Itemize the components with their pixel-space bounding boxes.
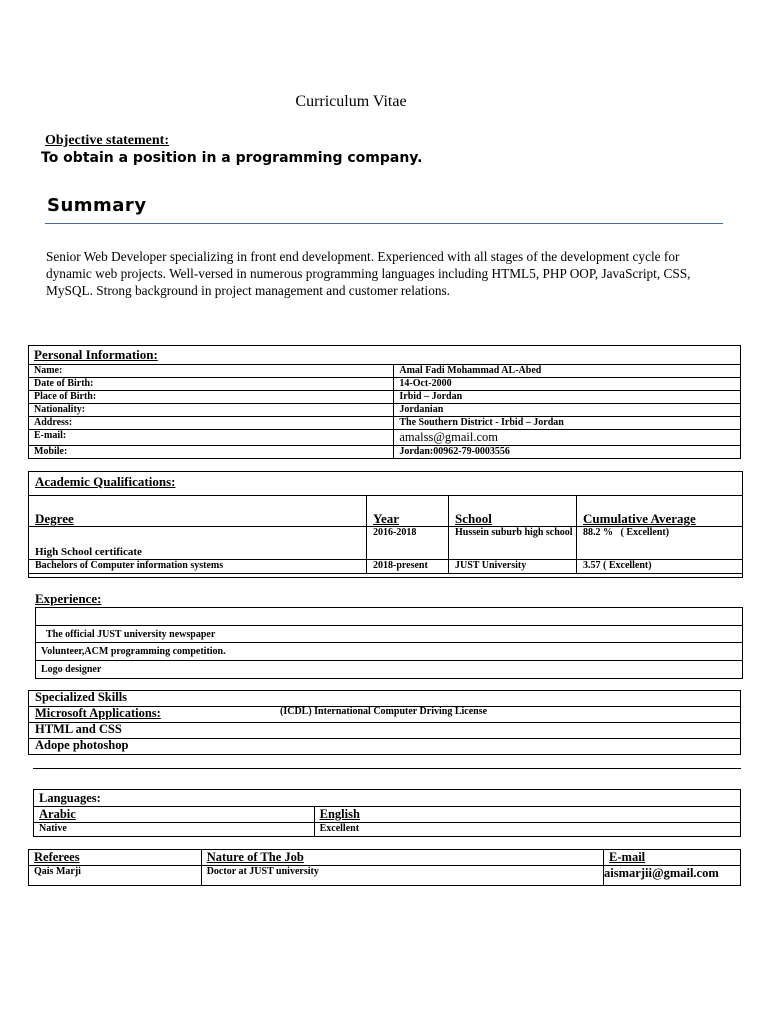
academic-bottom-rule <box>28 573 743 574</box>
referee-job: Doctor at JUST university <box>201 866 603 886</box>
label-nationality: Nationality: <box>29 404 394 417</box>
experience-item: The official JUST university newspaper <box>36 626 743 643</box>
experience-table <box>35 607 743 679</box>
skills-rule-3 <box>28 738 741 739</box>
personal-info-heading: Personal Information: <box>34 347 158 362</box>
average-1: 88.2 % ( Excellent) <box>583 527 670 538</box>
experience-item: Volunteer,ACM programming competition. <box>36 643 743 661</box>
col-average: Cumulative Average <box>583 511 696 526</box>
col-degree: Degree <box>35 511 74 526</box>
academic-heading: Academic Qualifications: <box>35 474 176 489</box>
label-name: Name: <box>29 365 394 378</box>
languages-table <box>33 789 741 837</box>
language-name: Arabic <box>34 807 315 823</box>
label-dob: Date of Birth: <box>29 378 394 391</box>
label-mobile: Mobile: <box>29 446 394 459</box>
value-mobile: Jordan:00962-79-0003556 <box>394 446 741 459</box>
school-2: JUST University <box>455 560 527 571</box>
language-level: Native <box>34 823 315 837</box>
average-2: 3.57 ( Excellent) <box>583 560 652 571</box>
objective-label: Objective statement: <box>45 133 170 148</box>
academic-divider <box>28 495 743 496</box>
document-title: Curriculum Vitae <box>295 93 407 110</box>
year-1: 2016-2018 <box>373 527 417 538</box>
referees-table <box>28 849 741 886</box>
skill-html-css: HTML and CSS <box>35 722 122 736</box>
academic-col-rule-1 <box>366 495 367 573</box>
col-job: Nature of The Job <box>201 850 603 866</box>
label-email: E-mail: <box>29 430 394 446</box>
value-nationality: Jordanian <box>394 404 741 417</box>
objective-text: To obtain a position in a programming company. <box>41 150 423 166</box>
skills-rule-2 <box>28 722 741 723</box>
degree-1: High School certificate <box>35 546 142 558</box>
value-pob: Irbid – Jordan <box>394 391 741 404</box>
personal-info-header-cell <box>29 346 741 365</box>
value-email: amalss@gmail.com <box>394 430 741 446</box>
value-address: The Southern District - Irbid – Jordan <box>394 417 741 430</box>
col-email: E-mail <box>604 850 741 866</box>
academic-col-rule-3 <box>576 495 577 573</box>
experience-item: Logo designer <box>36 661 743 679</box>
value-dob: 14-Oct-2000 <box>394 378 741 391</box>
label-pob: Place of Birth: <box>29 391 394 404</box>
language-level: Excellent <box>314 823 740 837</box>
referee-name: Qais Marji <box>29 866 202 886</box>
skill-photoshop: Adope photoshop <box>35 738 129 752</box>
personal-info-table <box>28 345 741 459</box>
col-school: School <box>455 511 492 526</box>
col-referees: Referees <box>29 850 202 866</box>
ms-apps-label: Microsoft Applications: <box>35 706 161 720</box>
value-name: Amal Fadi Mohammad AL-Abed <box>394 365 741 378</box>
academic-col-rule-2 <box>448 495 449 573</box>
col-year: Year <box>373 511 399 526</box>
degree-2: Bachelors of Computer information systems <box>35 560 224 571</box>
summary-text: Senior Web Developer specializing in front end development. Experienced with all stages of the development cycle for dynamic web projects. Well-versed in numerous programming languages including HTML5, PHP OOP, JavaScript, CSS, MySQL. Strong background in project management and customer relations. <box>46 249 691 298</box>
languages-header-cell <box>34 790 741 807</box>
school-1: Hussein suburb high school <box>455 527 573 538</box>
referee-email: aismarjii@gmail.com <box>604 866 741 886</box>
label-address: Address: <box>29 417 394 430</box>
language-name: English <box>314 807 740 823</box>
summary-heading: Summary <box>47 195 147 216</box>
skills-heading: Specialized Skills <box>35 690 128 704</box>
section-divider <box>33 768 741 769</box>
experience-spacer-row <box>36 608 743 626</box>
languages-heading: Languages: <box>39 791 101 805</box>
summary-divider <box>45 223 723 224</box>
experience-heading: Experience: <box>35 591 102 606</box>
year-2: 2018-present <box>373 560 428 571</box>
ms-apps-value: (ICDL) International Computer Driving License <box>280 706 488 717</box>
